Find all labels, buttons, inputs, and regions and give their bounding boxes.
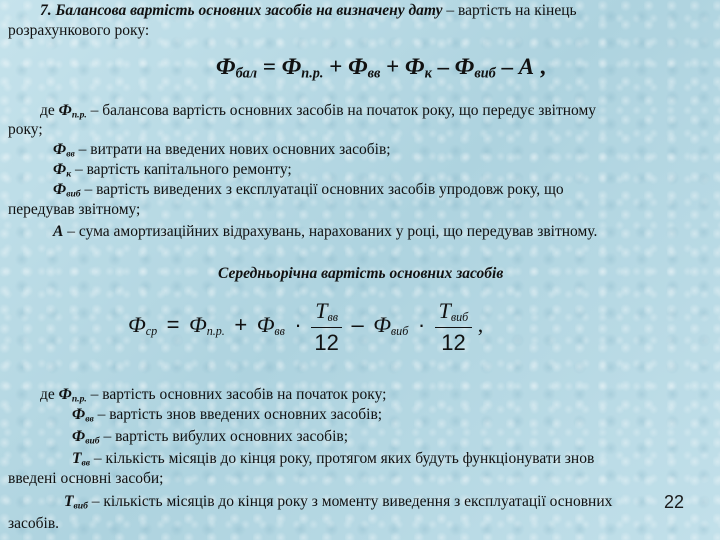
def2-vyb-line: $Ф_{виб}$ – вартість вибулих основних засобів;: [72, 428, 349, 447]
section1-heading-line2: розрахункового року:: [8, 22, 150, 39]
def-vyb-cont: передував звітному;: [8, 201, 141, 218]
def-pr-cont: року;: [8, 121, 43, 138]
fraction-tvyb: $\frac{Т_{виб}}{12}$: [435, 298, 473, 356]
page-number: 22: [664, 492, 685, 512]
def2-vv-line: $Ф_{вв}$ – вартість знов введених основних засобів;: [72, 406, 383, 425]
def2-pr-line: де $Ф_{п.р.}$ – вартість основних засобів на початок року;: [40, 386, 387, 405]
def-pr-line: де $Ф_{п.р.}$ – балансова вартість основних засобів на початок року, що передує звітному: [40, 102, 597, 121]
def2-tvyb-cont: засобів.: [8, 515, 60, 532]
def2-tvyb-line: $Т_{виб}$ – кількість місяців до кінця року з моменту виведення з експлуатації основних: [64, 493, 613, 512]
section1-heading: 7. Балансова вартість основних засобів на визначену дату: [40, 2, 443, 19]
section1-heading-rest: – вартість на кінець: [442, 2, 577, 19]
formula-average-value: $Ф_{ср} = Ф_{п.р.} + Ф_{вв}$ · $\frac{Т_{вв}}{12}$ – $Ф_{виб}$ · $\frac{Т_{виб}}{12}$ ,: [128, 298, 484, 356]
def-vyb-line: $Ф_{виб}$ – вартість виведених з експлуатації основних засобів упродовж року, що: [53, 181, 564, 200]
def-k-line: $Ф_к$ – вартість капітального ремонту;: [53, 161, 292, 180]
fraction-tvv: $\frac{Т_{вв}}{12}$: [311, 298, 342, 356]
def2-tvv-cont: введені основні засоби;: [8, 470, 164, 487]
def2-tvv-line: $Т_{вв}$ – кількість місяців до кінця року, протягом яких будуть функціонувати знов: [72, 450, 595, 469]
section2-heading: Середньорічна вартість основних засобів: [218, 265, 504, 282]
def-A-line: А – сума амортизаційних відрахувань, нарахованих у році, що передував звітному.: [53, 223, 598, 240]
def-vv-line: $Ф_{вв}$ – витрати на введених нових основних засобів;: [53, 141, 391, 160]
section1-heading-line: [40, 1, 577, 20]
formula-balance-value: $Ф_{бал} = Ф_{п.р.} + Ф_{вв} + Ф_к - Ф_{виб} - А$ ,: [216, 54, 546, 82]
